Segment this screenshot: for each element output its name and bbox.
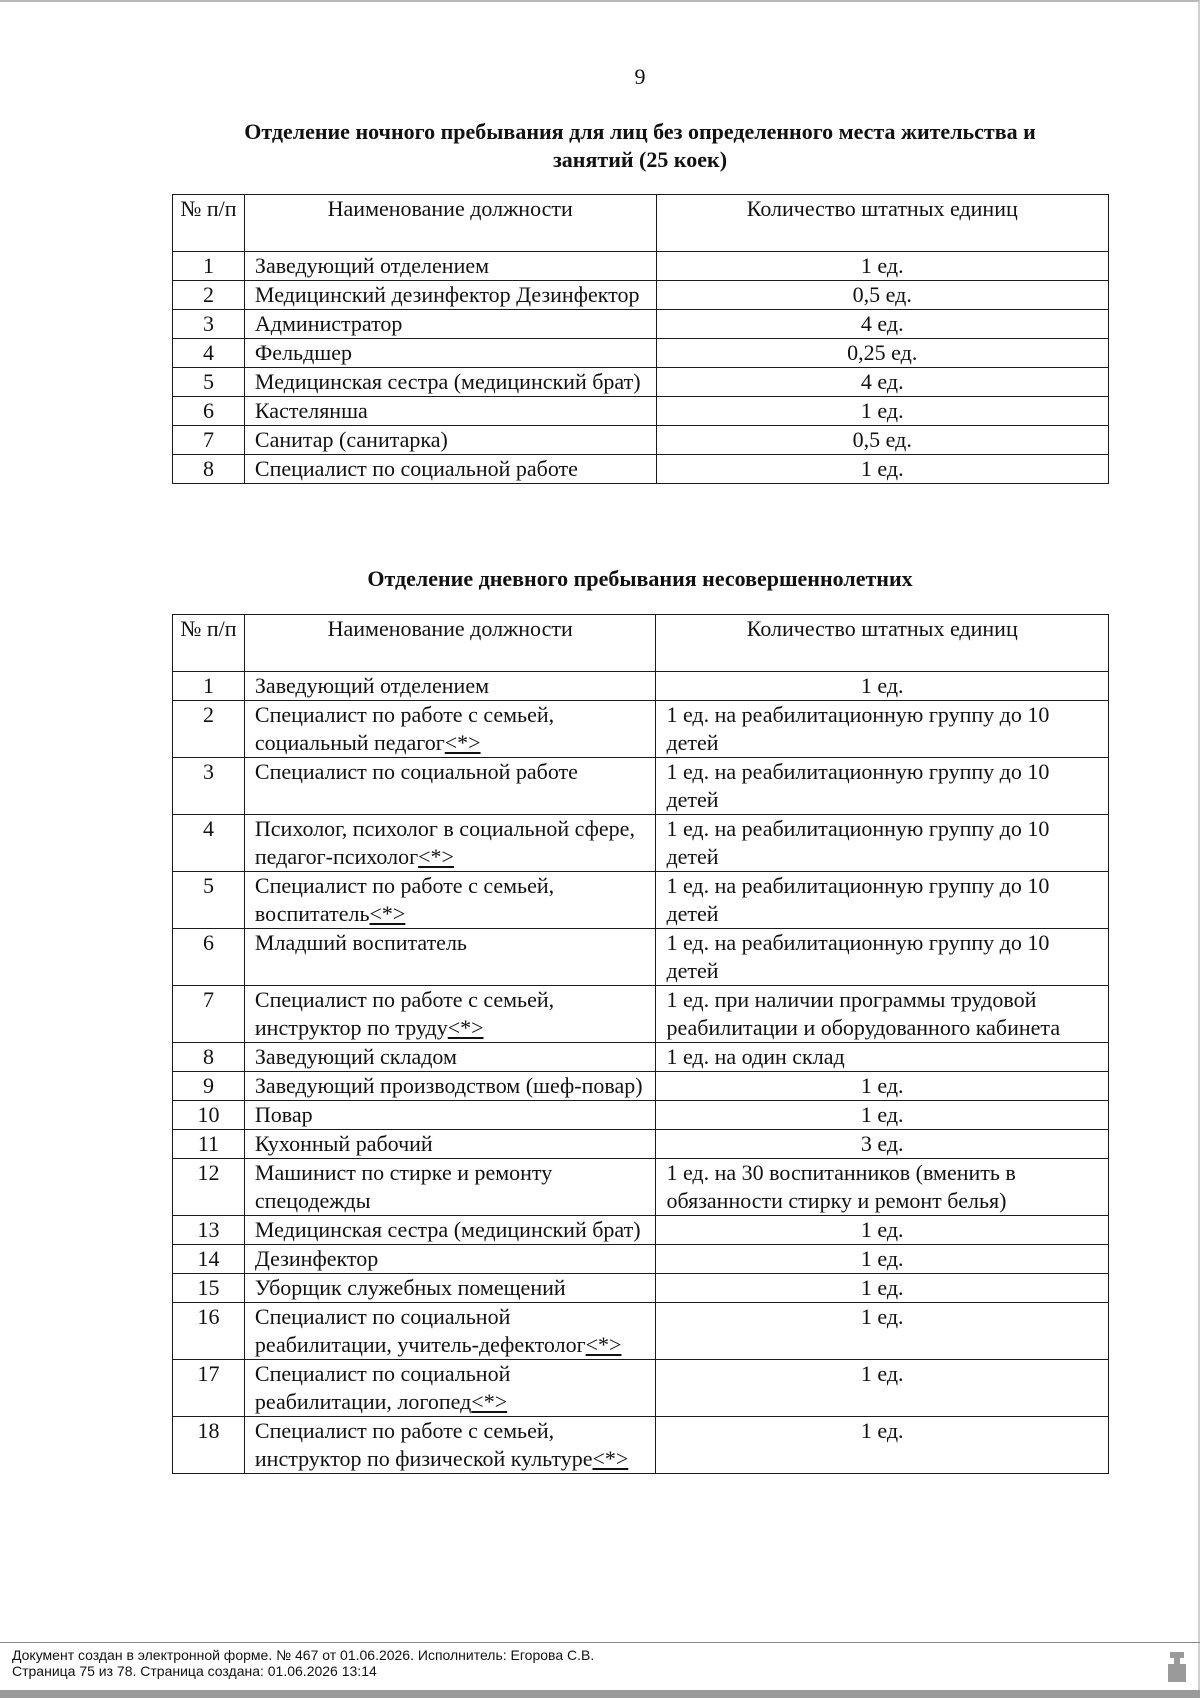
position-name: Специалист по социальной реабилитации, учитель-дефектолог [254,1304,586,1357]
position-name: Кухонный рабочий [254,1131,433,1156]
footnote-link[interactable]: <*> [447,1015,484,1040]
table-header-row [173,195,1109,252]
position-name-cell [244,339,656,368]
position-name: Специалист по работе с семьей, воспитатель [254,873,555,926]
staff-units-cell: 1 ед. [656,397,1108,426]
table-row [173,310,1109,339]
position-name-cell [244,815,656,872]
row-number: 1 [173,252,245,281]
row-number: 5 [173,368,245,397]
position-name-cell [244,986,656,1043]
row-number: 11 [173,1130,245,1159]
table-row [173,815,1109,872]
staff-units-cell: 0,25 ед. [656,339,1108,368]
position-name: Заведующий отделением [254,673,490,698]
staff-units-cell: 1 ед. [656,1072,1109,1101]
position-name-cell [244,872,656,929]
staff-table-day-stay [172,614,1109,1474]
footnote-link[interactable]: <*> [585,1332,622,1357]
position-name: Заведующий отделением [254,253,490,278]
document-footer [12,1647,594,1679]
row-number: 10 [173,1101,245,1130]
table-row [173,1130,1109,1159]
table-row [173,1303,1109,1360]
staff-units-cell: 1 ед. на 30 воспитанников (вменить в обязанности стирку и ремонт белья) [656,1159,1109,1216]
position-name-cell [244,1043,656,1072]
staff-units-cell: 1 ед. [656,1245,1109,1274]
position-name: Медицинская сестра (медицинский брат) [254,369,641,394]
row-number: 5 [173,872,245,929]
header-number: № п/п [173,195,245,252]
table-row [173,252,1109,281]
staff-units-cell: 4 ед. [656,310,1108,339]
staff-units-cell: 3 ед. [656,1130,1109,1159]
row-number: 6 [173,929,245,986]
position-name-cell [244,929,656,986]
table-body [173,252,1109,484]
row-number: 3 [173,758,245,815]
position-name: Специалист по работе с семьей, инструктор по труду [254,987,555,1040]
table-row [173,1072,1109,1101]
footer-document-info: Документ создан в электронной форме. № 467 от 01.06.2026. Исполнитель: Егорова С.В. [12,1647,595,1663]
table-row [173,455,1109,484]
table-row [173,1417,1109,1474]
staff-units-cell: 1 ед. на реабилитационную группу до 10 детей [656,701,1109,758]
position-name: Специалист по работе с семьей, социальный педагог [254,702,555,755]
table-row [173,672,1109,701]
position-name-cell [244,281,656,310]
position-name: Заведующий производством (шеф-повар) [254,1073,643,1098]
table-row [173,339,1109,368]
position-name-cell [244,1417,656,1474]
section-title-night-stay [190,118,1090,174]
position-name-cell [244,1216,656,1245]
row-number: 4 [173,339,245,368]
header-staff-units: Количество штатных единиц [656,615,1109,672]
staff-table-night-stay [172,194,1109,484]
staff-units-cell: 1 ед. [656,1216,1109,1245]
footer-page-info: Страница 75 из 78. Страница создана: 01.06.2026 13:14 [12,1663,377,1679]
position-name-cell [244,1303,656,1360]
position-name-cell [244,1101,656,1130]
position-name: Дезинфектор [254,1246,379,1271]
position-name-cell [244,1274,656,1303]
position-name-cell [244,252,656,281]
table-row [173,1101,1109,1130]
footnote-link[interactable]: <*> [444,730,481,755]
footnote-link[interactable]: <*> [592,1446,629,1471]
table-row [173,1245,1109,1274]
position-name: Машинист по стирке и ремонту спецодежды [254,1160,553,1213]
position-name: Специалист по социальной работе [254,456,578,481]
position-name-cell [244,310,656,339]
document-stamp-icon [1166,1650,1188,1684]
row-number: 2 [173,281,245,310]
position-name-cell [244,1130,656,1159]
staff-units-cell: 0,5 ед. [656,426,1108,455]
staff-units-cell: 1 ед. [656,455,1108,484]
header-staff-units: Количество штатных единиц [656,195,1108,252]
position-name: Медицинский дезинфектор Дезинфектор [254,282,640,307]
position-name-cell [244,455,656,484]
footer-divider [0,1642,1200,1643]
row-number: 2 [173,701,245,758]
row-number: 3 [173,310,245,339]
position-name-cell [244,426,656,455]
row-number: 18 [173,1417,245,1474]
footnote-link[interactable]: <*> [418,844,454,869]
position-name-cell [244,672,656,701]
row-number: 4 [173,815,245,872]
staff-units-cell: 4 ед. [656,368,1108,397]
header-position-name: Наименование должности [244,615,656,672]
row-number: 6 [173,397,245,426]
row-number: 12 [173,1159,245,1216]
table-row [173,986,1109,1043]
position-name-cell [244,1159,656,1216]
header-number: № п/п [173,615,245,672]
position-name-cell [244,701,656,758]
row-number: 7 [173,426,245,455]
position-name: Кастелянша [254,398,368,423]
staff-units-cell: 1 ед. [656,252,1108,281]
table-row [173,701,1109,758]
table-header-row [173,615,1109,672]
section-title-line-1: Отделение ночного пребывания для лиц без определенного места жительства и [244,119,1036,144]
row-number: 9 [173,1072,245,1101]
staff-units-cell: 1 ед. при наличии программы трудовой реабилитации и оборудованного кабинета [656,986,1109,1043]
section-title-line-2: занятий (25 коек) [552,147,728,172]
position-name-cell [244,1245,656,1274]
section-title-day-stay: Отделение дневного пребывания несовершеннолетних [367,566,913,591]
staff-units-cell: 1 ед. [656,1360,1109,1417]
position-name: Специалист по работе с семьей, инструктор по физической культуре [254,1418,593,1471]
footnote-link[interactable]: <*> [471,1389,508,1414]
staff-units-cell: 1 ед. на реабилитационную группу до 10 детей [656,929,1109,986]
staff-units-cell: 1 ед. на реабилитационную группу до 10 детей [656,872,1109,929]
position-name-cell [244,1360,656,1417]
staff-units-cell: 1 ед. на один склад [656,1043,1109,1072]
table-row [173,281,1109,310]
table-row [173,1360,1109,1417]
row-number: 17 [173,1360,245,1417]
row-number: 16 [173,1303,245,1360]
position-name: Повар [254,1102,313,1127]
table-row [173,1159,1109,1216]
table-row [173,368,1109,397]
header-position-name: Наименование должности [244,195,656,252]
table-row [173,1043,1109,1072]
position-name-cell [244,368,656,397]
staff-units-cell: 1 ед. [656,1417,1109,1474]
staff-units-cell: 1 ед. [656,1274,1109,1303]
table-row [173,1274,1109,1303]
position-name: Психолог, психолог в социальной сфере, педагог-психолог [254,816,635,869]
position-name: Медицинская сестра (медицинский брат) [254,1217,641,1242]
table-row [173,397,1109,426]
staff-units-cell: 1 ед. [656,1303,1109,1360]
position-name-cell [244,1072,656,1101]
staff-units-cell: 1 ед. на реабилитационную группу до 10 детей [656,815,1109,872]
table-row [173,426,1109,455]
row-number: 7 [173,986,245,1043]
row-number: 1 [173,672,245,701]
staff-units-cell: 1 ед. [656,672,1109,701]
row-number: 15 [173,1274,245,1303]
row-number: 8 [173,455,245,484]
row-number: 8 [173,1043,245,1072]
row-number: 13 [173,1216,245,1245]
row-number: 14 [173,1245,245,1274]
page-number: 9 [634,64,646,89]
position-name: Заведующий складом [254,1044,457,1069]
footnote-link[interactable]: <*> [369,901,406,926]
position-name-cell [244,758,656,815]
scan-bottom-edge [0,1690,1200,1698]
staff-units-cell: 1 ед. на реабилитационную группу до 10 детей [656,758,1109,815]
position-name: Фельдшер [254,340,352,365]
staff-units-cell: 1 ед. [656,1101,1109,1130]
staff-units-cell: 0,5 ед. [656,281,1108,310]
table-row [173,872,1109,929]
position-name: Специалист по социальной работе [254,759,578,784]
position-name-cell [244,397,656,426]
table-row [173,758,1109,815]
table-row [173,929,1109,986]
position-name: Специалист по социальной реабилитации, логопед [254,1361,511,1414]
table-row [173,1216,1109,1245]
position-name: Санитар (санитарка) [254,427,448,452]
table-body [173,672,1109,1474]
position-name: Администратор [254,311,403,336]
position-name: Уборщик служебных помещений [254,1275,566,1300]
position-name: Младший воспитатель [254,930,467,955]
